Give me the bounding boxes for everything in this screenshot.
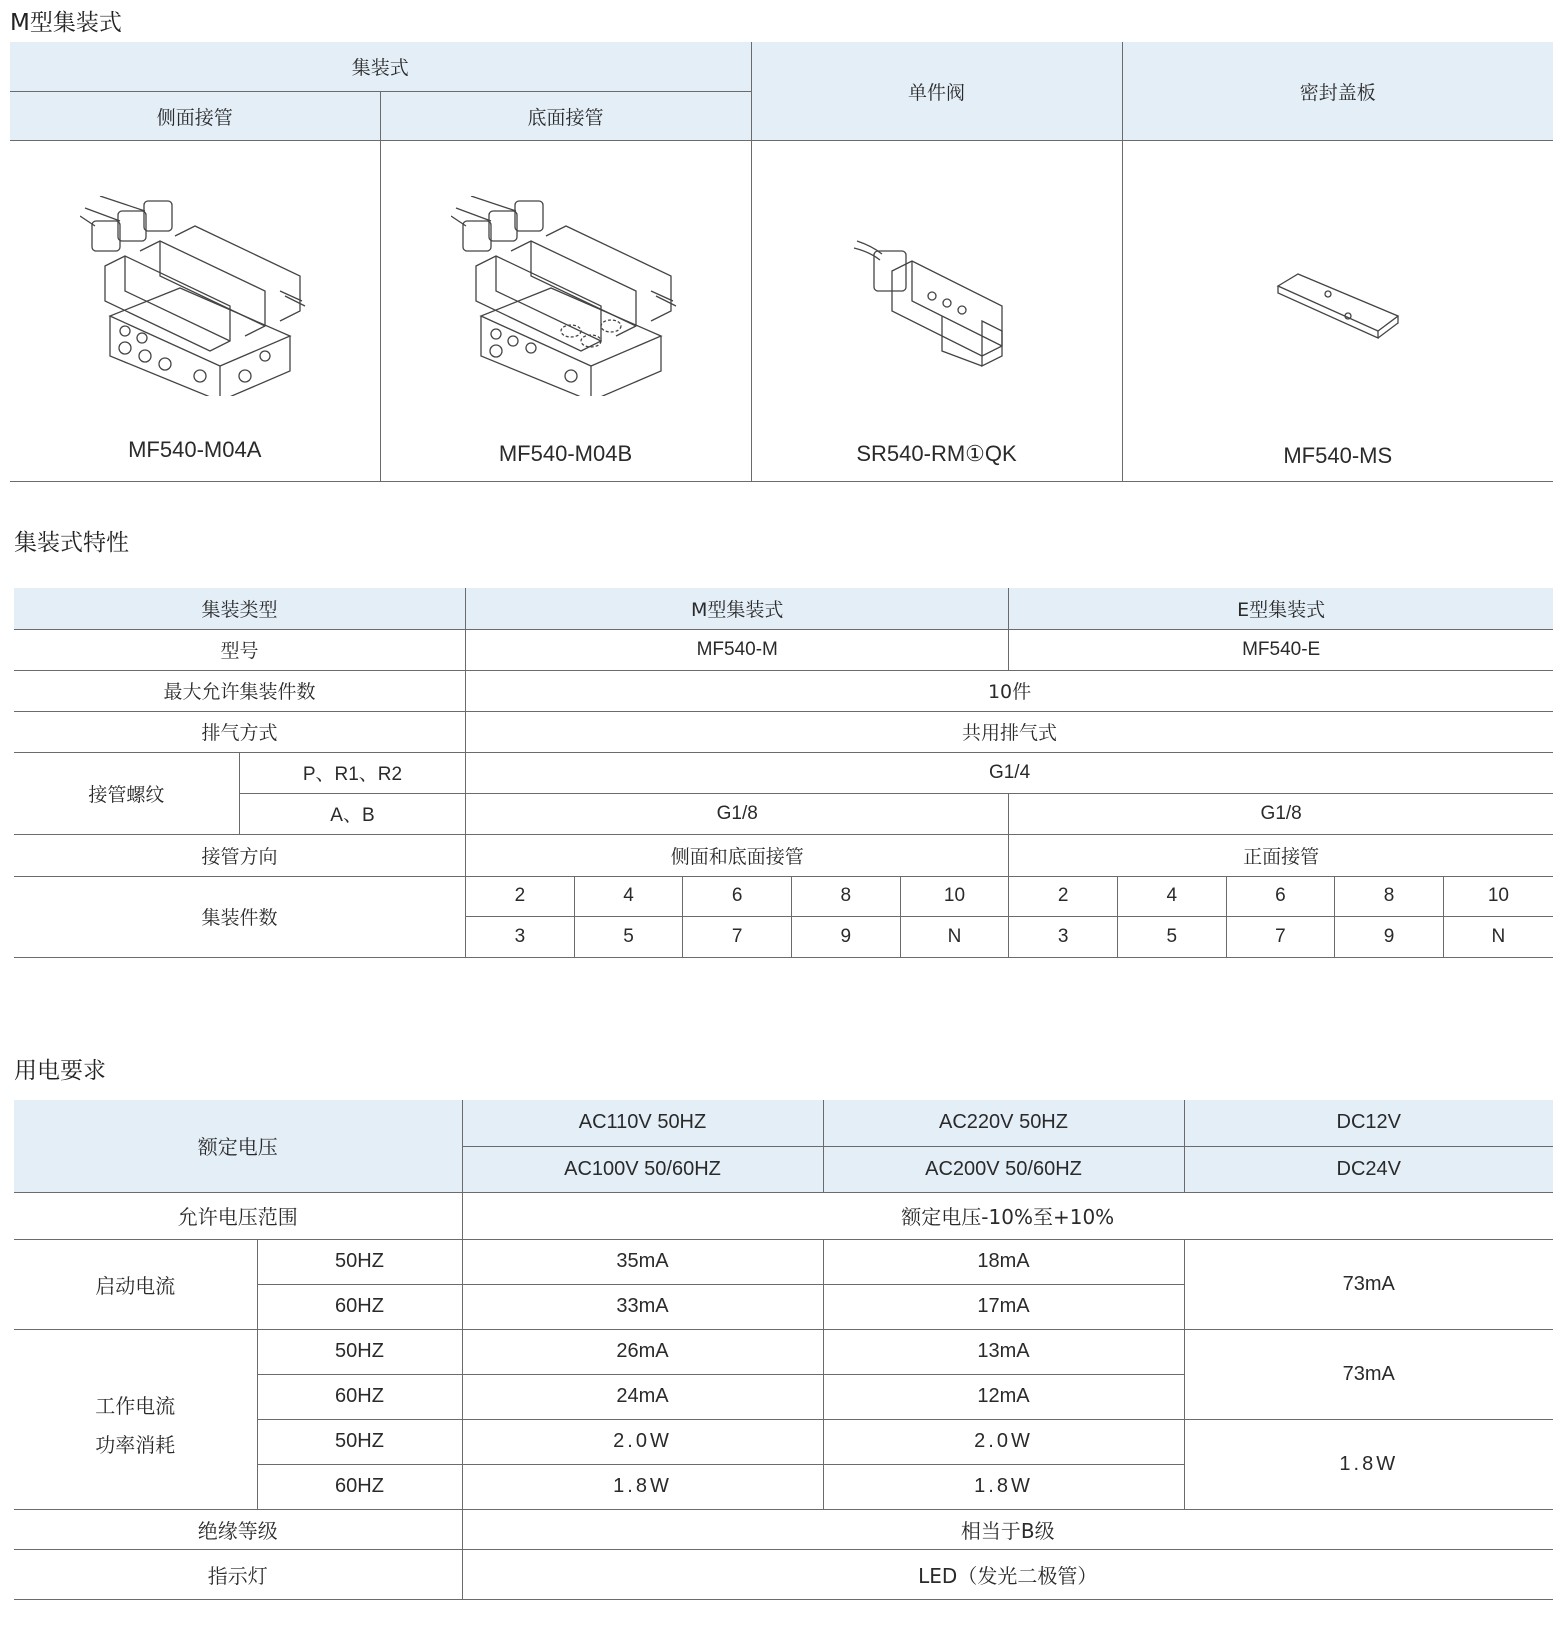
power-50-ac110: 2.0W [462, 1419, 823, 1464]
start-freq-60: 60HZ [257, 1284, 462, 1329]
label-rated-voltage: 额定电压 [14, 1100, 462, 1192]
blanking-plate-cell [1122, 141, 1553, 482]
single-valve-illustration [852, 236, 1022, 376]
start-50-ac220: 18mA [823, 1239, 1184, 1284]
units-e-5: 10 [1443, 876, 1553, 916]
section-title-manifold-characteristics: 集装式特性 [14, 530, 129, 556]
value-direction-e: 正面接管 [1009, 834, 1553, 876]
value-insulation: 相当于B级 [462, 1509, 1553, 1549]
value-thread-a-b-m: G1/8 [466, 793, 1009, 834]
label-exhaust: 排气方式 [14, 711, 466, 752]
header-single-valve: 单件阀 [751, 42, 1122, 141]
value-thread-p-r1-r2: G1/4 [466, 752, 1553, 793]
label-manifold-type: 集装类型 [14, 588, 466, 629]
value-exhaust: 共用排气式 [466, 711, 1553, 752]
start-50-ac110: 35mA [462, 1239, 823, 1284]
blanking-plate-illustration [1273, 266, 1403, 346]
header-e-manifold: E型集装式 [1009, 588, 1553, 629]
work-50-ac110: 26mA [462, 1329, 823, 1374]
units-m-1: 2 [466, 876, 575, 916]
label-power: 功率消耗 [95, 1433, 176, 1457]
header-side-piping: 侧面接管 [10, 92, 380, 141]
units-e-2: 4 [1117, 876, 1226, 916]
units-m-2: 4 [574, 876, 683, 916]
work-60-ac220: 12mA [823, 1374, 1184, 1419]
bottom-piping-cell [380, 141, 751, 482]
label-model: 型号 [14, 629, 466, 670]
header-manifold-group: 集装式 [10, 42, 751, 92]
voltage-ac200: AC200V 50/60HZ [823, 1146, 1184, 1192]
label-insulation: 绝缘等级 [14, 1509, 462, 1549]
label-working-current: 工作电流 [14, 1329, 257, 1419]
work-dc: 73mA [1184, 1329, 1553, 1419]
units-m-9: 9 [792, 916, 901, 957]
power-50-ac220: 2.0W [823, 1419, 1184, 1464]
value-indicator: LED（发光二极管） [462, 1549, 1553, 1599]
value-direction-m: 侧面和底面接管 [466, 834, 1009, 876]
units-e-8: 7 [1226, 916, 1335, 957]
model-mf540-m04b: MF540-M04B [498, 441, 633, 466]
side-piping-manifold-illustration [80, 196, 310, 396]
model-sr540-rm-qk: SR540-RM①QK [856, 441, 1017, 466]
power-60-ac110: 1.8W [462, 1464, 823, 1509]
label-thread: 接管螺纹 [14, 752, 239, 834]
value-voltage-range: 额定电压-10%至+10% [462, 1192, 1553, 1239]
power-freq-50: 50HZ [257, 1419, 462, 1464]
manifold-characteristics-table [14, 588, 1553, 958]
units-m-10: N [900, 916, 1009, 957]
bottom-piping-manifold-illustration [451, 196, 681, 396]
units-e-3: 6 [1226, 876, 1335, 916]
units-e-7: 5 [1117, 916, 1226, 957]
label-units: 集装件数 [14, 876, 466, 957]
side-piping-cell [10, 141, 380, 482]
value-thread-a-b-e: G1/8 [1009, 793, 1553, 834]
units-e-9: 9 [1335, 916, 1444, 957]
units-m-7: 5 [574, 916, 683, 957]
model-mf540-m04a: MF540-M04A [128, 437, 262, 462]
label-direction: 接管方向 [14, 834, 466, 876]
electrical-requirements-table [14, 1100, 1553, 1600]
work-50-ac220: 13mA [823, 1329, 1184, 1374]
units-m-5: 10 [900, 876, 1009, 916]
header-blanking-plate: 密封盖板 [1122, 42, 1553, 141]
label-indicator: 指示灯 [14, 1549, 462, 1599]
units-m-6: 3 [466, 916, 575, 957]
work-60-ac110: 24mA [462, 1374, 823, 1419]
start-60-ac110: 33mA [462, 1284, 823, 1329]
units-e-4: 8 [1335, 876, 1444, 916]
label-voltage-range: 允许电压范围 [14, 1192, 462, 1239]
manifold-types-table [10, 42, 1553, 482]
power-60-ac220: 1.8W [823, 1464, 1184, 1509]
units-m-8: 7 [683, 916, 792, 957]
label-thread-a-b: A、B [239, 793, 465, 834]
voltage-dc12: DC12V [1184, 1100, 1553, 1146]
power-freq-60: 60HZ [257, 1464, 462, 1509]
model-mf540-ms: MF540-MS [1283, 443, 1393, 468]
label-max-units: 最大允许集装件数 [14, 670, 466, 711]
label-thread-p-r1-r2: P、R1、R2 [239, 752, 465, 793]
value-model-m: MF540-M [466, 629, 1009, 670]
units-m-3: 6 [683, 876, 792, 916]
value-model-e: MF540-E [1009, 629, 1553, 670]
start-dc: 73mA [1184, 1239, 1553, 1329]
start-freq-50: 50HZ [257, 1239, 462, 1284]
units-e-10: N [1443, 916, 1553, 957]
section-title-m-manifold: M型集装式 [10, 10, 122, 36]
units-e-1: 2 [1009, 876, 1118, 916]
header-bottom-piping: 底面接管 [380, 92, 751, 141]
label-start-current: 启动电流 [14, 1239, 257, 1329]
voltage-ac110: AC110V 50HZ [462, 1100, 823, 1146]
voltage-dc24: DC24V [1184, 1146, 1553, 1192]
voltage-ac100: AC100V 50/60HZ [462, 1146, 823, 1192]
section-title-electrical: 用电要求 [14, 1058, 106, 1084]
header-m-manifold: M型集装式 [466, 588, 1009, 629]
voltage-ac220: AC220V 50HZ [823, 1100, 1184, 1146]
work-freq-50: 50HZ [257, 1329, 462, 1374]
start-60-ac220: 17mA [823, 1284, 1184, 1329]
single-valve-cell [751, 141, 1122, 482]
units-e-6: 3 [1009, 916, 1118, 957]
units-m-4: 8 [792, 876, 901, 916]
power-dc: 1.8W [1184, 1419, 1553, 1509]
value-max-units: 10件 [466, 670, 1553, 711]
work-freq-60: 60HZ [257, 1374, 462, 1419]
